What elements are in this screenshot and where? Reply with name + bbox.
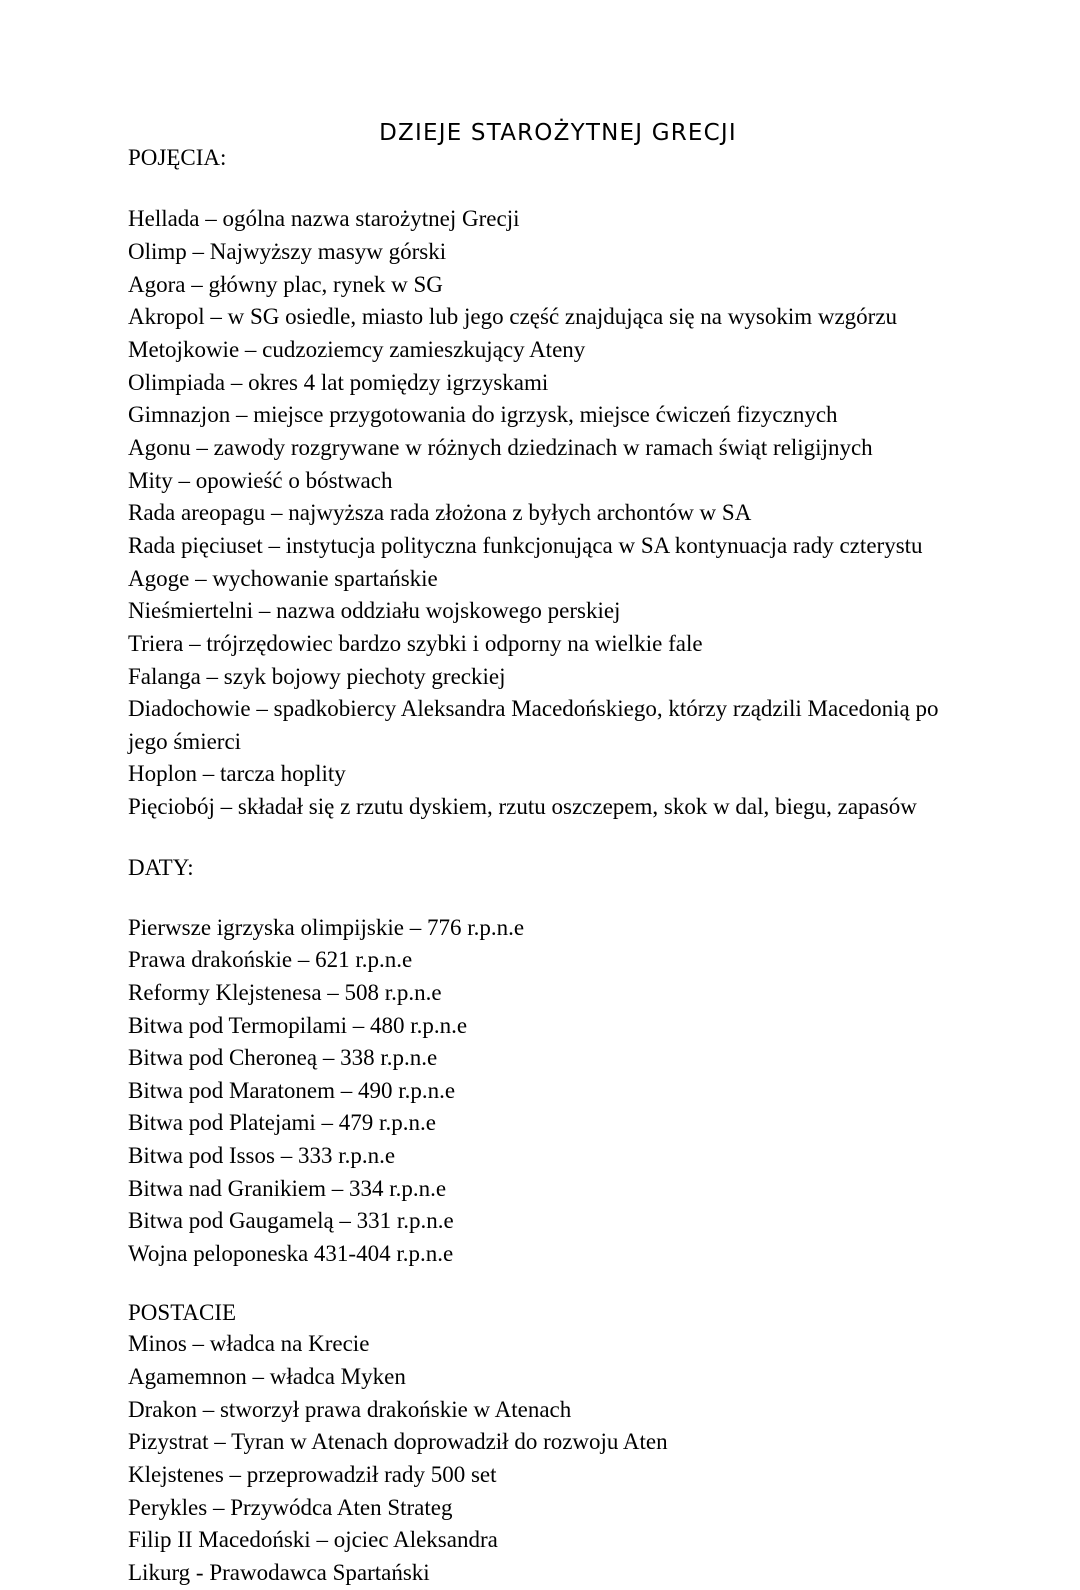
section-heading-postacie: POSTACIE (128, 1299, 237, 1325)
list-item: Klejstenes – przeprowadził rady 500 set (128, 1462, 497, 1488)
section-daty-list (128, 912, 958, 1271)
list-item: Bitwa pod Cheroneą – 338 r.p.n.e (128, 1045, 438, 1071)
list-item: Rada areopagu – najwyższa rada złożona z byłych archontów w SA (128, 500, 752, 526)
list-item: Pięciobój – składał się z rzutu dyskiem, rzutu oszczepem, skok w dal, biegu, zapasów (128, 794, 917, 820)
list-item: Pierwsze igrzyska olimpijskie – 776 r.p.n.e (128, 914, 525, 940)
document-title: DZIEJE STAROŻYTNEJ GRECJI (379, 120, 737, 146)
list-item: Wojna peloponeska 431-404 r.p.n.e (128, 1241, 454, 1267)
section-heading-pojecia: POJĘCIA: (128, 144, 227, 170)
list-item: Drakon – stworzył prawa drakońskie w Atenach (128, 1396, 572, 1422)
list-item: Filip II Macedoński – ojciec Aleksandra (128, 1527, 498, 1553)
list-item: Metojkowie – cudzoziemcy zamieszkujący Ateny (128, 336, 586, 362)
list-item: Bitwa nad Granikiem – 334 r.p.n.e (128, 1175, 447, 1201)
list-item: Gimnazjon – miejsce przygotowania do igrzysk, miejsce ćwiczeń fizycznych (128, 402, 838, 428)
list-item: Bitwa pod Gaugamelą – 331 r.p.n.e (128, 1208, 454, 1234)
list-item: Prawa drakońskie – 621 r.p.n.e (128, 947, 413, 973)
list-item: Diadochowie – spadkobiercy Aleksandra Macedońskiego, którzy rządzili Macedonią po jego śmierci (128, 696, 939, 754)
section-pojecia-list (128, 203, 958, 823)
list-item: Nieśmiertelni – nazwa oddziału wojskowego perskiej (128, 598, 621, 624)
list-item: Pizystrat – Tyran w Atenach doprowadził do rozwoju Aten (128, 1429, 668, 1455)
list-item: Hellada – ogólna nazwa starożytnej Grecji (128, 206, 520, 232)
list-item: Reformy Klejstenesa – 508 r.p.n.e (128, 979, 442, 1005)
list-item: Bitwa pod Termopilami – 480 r.p.n.e (128, 1012, 468, 1038)
list-item: Perykles – Przywódca Aten Strateg (128, 1494, 453, 1520)
list-item: Triera – trójrzędowiec bardzo szybki i odporny na wielkie fale (128, 630, 703, 656)
spacer (128, 824, 958, 852)
list-item: Olimpiada – okres 4 lat pomiędzy igrzyskami (128, 369, 549, 395)
list-item: Akropol – w SG osiedle, miasto lub jego część znajdująca się na wysokim wzgórzu (128, 304, 898, 330)
list-item: Rada pięciuset – instytucja polityczna funkcjonująca w SA kontynuacja rady czterystu (128, 532, 923, 558)
section-postacie-list (128, 1328, 958, 1589)
section-heading-daty: DATY: (128, 854, 194, 880)
spacer (128, 884, 958, 912)
list-item: Olimp – Najwyższy masyw górski (128, 238, 447, 264)
list-item: Agamemnon – władca Myken (128, 1364, 406, 1390)
spacer (128, 1271, 958, 1297)
list-item: Mity – opowieść o bóstwach (128, 467, 393, 493)
list-item: Agora – główny plac, rynek w SG (128, 271, 443, 297)
list-item: Agoge – wychowanie spartańskie (128, 565, 438, 591)
list-item: Agonu – zawody rozgrywane w różnych dziedzinach w ramach świąt religijnych (128, 434, 873, 460)
list-item: Bitwa pod Issos – 333 r.p.n.e (128, 1143, 396, 1169)
list-item: Falanga – szyk bojowy piechoty greckiej (128, 663, 506, 689)
list-item: Hoplon – tarcza hoplity (128, 761, 346, 787)
list-item: Bitwa pod Platejami – 479 r.p.n.e (128, 1110, 436, 1136)
document-body (128, 120, 958, 1590)
spacer (128, 173, 958, 203)
list-item: Minos – władca na Krecie (128, 1331, 370, 1357)
list-item: Bitwa pod Maratonem – 490 r.p.n.e (128, 1077, 456, 1103)
list-item: Likurg - Prawodawca Spartański (128, 1560, 430, 1586)
